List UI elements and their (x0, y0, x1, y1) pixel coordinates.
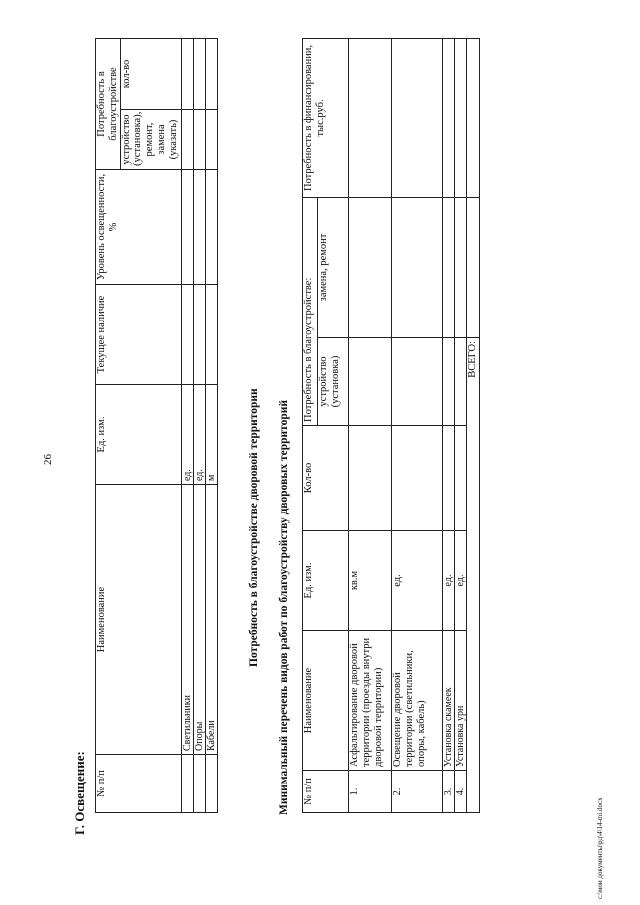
lt-cell-level (193, 170, 205, 285)
lt-cell-qty (205, 39, 217, 110)
table-row (193, 39, 205, 813)
lt-cell-level (181, 170, 193, 285)
wt-header-unit: Ед. изм. (303, 531, 349, 631)
lt-cell-current (181, 285, 193, 385)
wt-header-num: № п/п (303, 771, 349, 813)
lt-cell-install (181, 110, 193, 170)
wt-header-financing: Потребность в финансировании, тыс.руб. (303, 38, 349, 197)
page-number: 26 (42, 454, 54, 465)
lt-cell-current (205, 285, 217, 385)
lt-cell-install (205, 110, 217, 170)
table-row (181, 39, 193, 813)
wt-cell-install (349, 338, 392, 426)
works-table (302, 38, 480, 813)
wt-cell-financing (349, 38, 392, 197)
wt-cell-replace (392, 197, 443, 337)
lt-cell-unit: ед. (193, 385, 205, 485)
wt-cell-install (455, 338, 467, 426)
wt-cell-num: 2. (392, 771, 443, 813)
lt-cell-num (181, 755, 193, 813)
lt-cell-install (193, 110, 205, 170)
wt-cell-name: Установка скамеек (443, 631, 455, 771)
wt-cell-financing (455, 38, 467, 197)
wt-header-need-replace: замена, ремонт (318, 197, 349, 337)
lt-cell-num (205, 755, 217, 813)
lt-cell-name: Кабели (205, 485, 217, 755)
table-row (443, 38, 455, 812)
heading-minimal-works: Минимальный перечень видов работ по благоустройству дворовых территорий (278, 399, 290, 815)
wt-cell-qty (349, 426, 392, 531)
wt-cell-financing (392, 38, 443, 197)
wt-header-need-group: Потребность в благоустройстве: (303, 197, 318, 425)
table-row (392, 38, 443, 812)
wt-cell-unit: ед. (392, 531, 443, 631)
wt-cell-financing (443, 38, 455, 197)
lt-cell-qty (193, 39, 205, 110)
lt-header-need-qty: кол-во (120, 39, 181, 110)
wt-cell-name: Установка урн (455, 631, 467, 771)
lt-cell-unit: ед. (181, 385, 193, 485)
table-row (455, 38, 467, 812)
footer-file-path: c:\мои документы\рд\4\14-mi.docx (596, 797, 604, 899)
wt-cell-num: 4. (455, 771, 467, 813)
wt-cell-name: Освещение дворовой территории (светильники, опоры, кабель) (392, 631, 443, 771)
lt-cell-num (193, 755, 205, 813)
wt-cell-unit: ед. (443, 531, 455, 631)
wt-total-label: ВСЕГО: (467, 338, 480, 813)
wt-cell-num: 1. (349, 771, 392, 813)
lt-header-current: Текущее наличие (96, 285, 182, 385)
wt-cell-replace (443, 197, 455, 337)
wt-header-name: Наименование (303, 631, 349, 771)
lt-cell-name: Светильники (181, 485, 193, 755)
wt-cell-name: Асфальтирование дворовой территории (проезды внутри дворовой территории) (349, 631, 392, 771)
wt-cell-install (443, 338, 455, 426)
section-title: Г. Освещение: (72, 751, 87, 835)
lt-cell-current (193, 285, 205, 385)
wt-cell-unit: кв.м (349, 531, 392, 631)
lt-header-need-install: устройство (установка), ремонт, замена (указать) (120, 110, 181, 170)
heading-courtyard-needs: Потребность в благоустройстве дворовой территории (248, 388, 260, 667)
lt-cell-qty (181, 39, 193, 110)
wt-cell-replace (455, 197, 467, 337)
wt-cell-install (392, 338, 443, 426)
wt-header-qty: Кол-во (303, 426, 349, 531)
lt-cell-unit: м (205, 385, 217, 485)
lt-header-num: № п/п (96, 755, 182, 813)
wt-cell-unit: ед. (455, 531, 467, 631)
wt-total-value (467, 38, 480, 197)
lt-cell-name: Опоры (193, 485, 205, 755)
lt-header-name: Наименование (96, 485, 182, 755)
lt-header-need-group: Потребность в благоустройстве (96, 39, 121, 170)
lt-header-level: Уровень освещенности, % (96, 170, 182, 285)
lighting-table (95, 38, 218, 813)
wt-total-spacer (467, 197, 480, 337)
wt-cell-replace (349, 197, 392, 337)
table-row (349, 38, 392, 812)
lt-header-unit: Ед. изм. (96, 385, 182, 485)
wt-cell-qty (443, 426, 455, 531)
wt-cell-num: 3. (443, 771, 455, 813)
lt-cell-level (205, 170, 217, 285)
wt-header-need-install: устройство (установка) (318, 338, 349, 426)
wt-cell-qty (392, 426, 443, 531)
table-row (205, 39, 217, 813)
wt-cell-qty (455, 426, 467, 531)
total-row (467, 38, 480, 812)
